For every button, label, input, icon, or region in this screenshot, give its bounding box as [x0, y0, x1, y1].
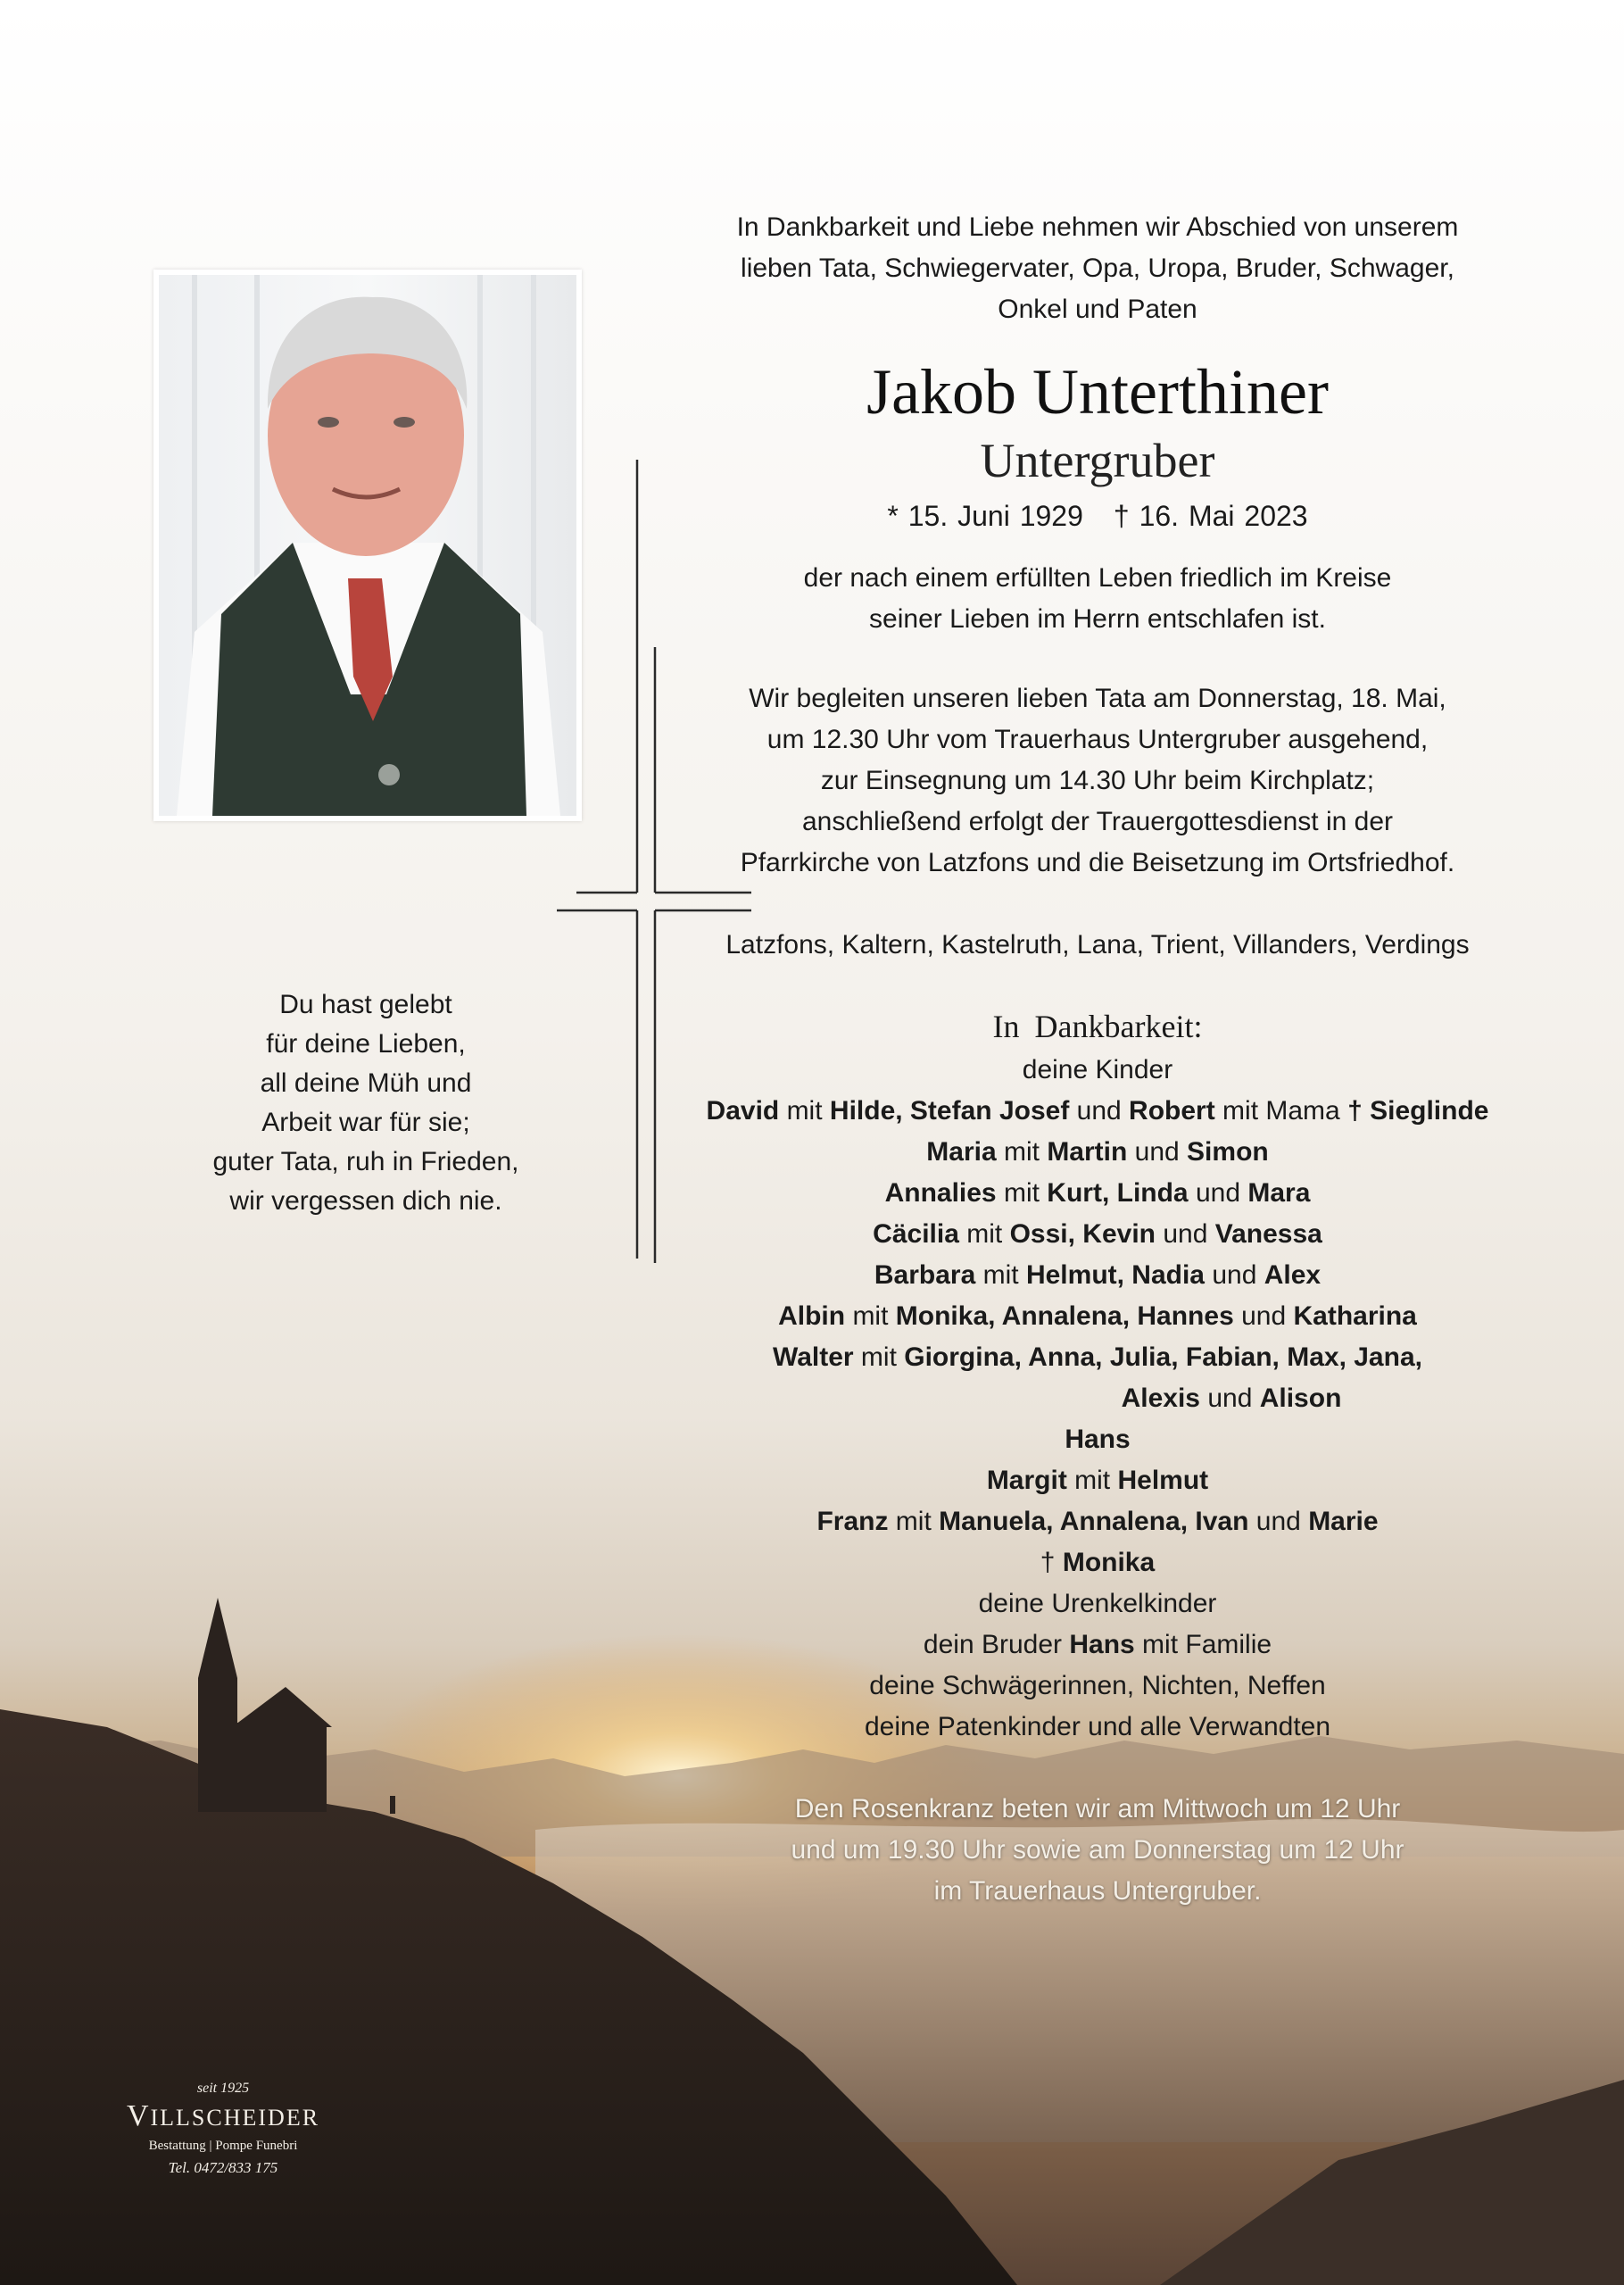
death-date: † 16. Mai 2023	[1113, 500, 1308, 532]
family-name: Simon	[1187, 1137, 1269, 1167]
family-text: mit Familie	[1134, 1630, 1272, 1659]
family-name: Helmut	[1117, 1466, 1209, 1495]
family-name: Martin	[1047, 1137, 1128, 1167]
family-name: Alex	[1264, 1260, 1322, 1290]
family-name: Annalies	[884, 1178, 997, 1208]
family-text: deine Schwägerinnen, Nichten, Neffen	[869, 1671, 1326, 1700]
funeral-line: zur Einsegnung um 14.30 Uhr beim Kirchplatz;	[820, 766, 1375, 795]
family-line	[678, 1666, 1517, 1707]
family-name: Margit	[986, 1466, 1067, 1495]
family-line	[678, 1707, 1517, 1748]
thanks-heading: In Dankbarkeit:	[992, 1009, 1203, 1044]
family-name: Monika	[1062, 1548, 1156, 1577]
family-text: und	[1127, 1137, 1188, 1167]
logo-name: VILLSCHEIDER	[126, 2099, 320, 2132]
family-text: und	[1188, 1178, 1248, 1208]
funeral-text	[678, 678, 1517, 884]
family-name: Helmut, Nadia	[1025, 1260, 1205, 1290]
birth-date: * 15. Juni 1929	[887, 500, 1083, 532]
family-name: Hans	[1069, 1630, 1135, 1659]
family-line	[678, 1501, 1517, 1542]
poem	[187, 985, 544, 1221]
family-line	[678, 1337, 1517, 1378]
family-name: Monika, Annalena, Hannes	[895, 1301, 1234, 1331]
family-name: Cäcilia	[873, 1219, 959, 1249]
logo-subtitle: Bestattung | Pompe Funebri	[148, 2139, 298, 2153]
family-text: mit	[853, 1342, 905, 1372]
family-line	[678, 1460, 1517, 1501]
family-line	[678, 1624, 1517, 1666]
family-name: Hans	[1065, 1425, 1131, 1454]
family-name: Kurt, Linda	[1047, 1178, 1189, 1208]
family-line	[678, 1542, 1517, 1583]
deceased-house-name: Untergruber	[980, 434, 1215, 487]
rosary-line: und um 19.30 Uhr sowie am Donnerstag um 12 Uhr	[791, 1835, 1404, 1865]
family-text: und	[1199, 1383, 1260, 1413]
poem-line: Du hast gelebt	[279, 990, 452, 1019]
family-name: Katharina	[1293, 1301, 1417, 1331]
life-dates	[678, 496, 1517, 536]
family-text: und	[1205, 1260, 1264, 1290]
intro-line: In Dankbarkeit und Liebe nehmen wir Abschied von unserem	[736, 212, 1459, 242]
funeral-line: um 12.30 Uhr vom Trauerhaus Untergruber ausgehend,	[766, 725, 1429, 754]
rosary-line: im Trauerhaus Untergruber.	[933, 1876, 1262, 1906]
family-name: David	[706, 1096, 780, 1126]
family-line	[678, 1296, 1517, 1337]
rosary-line: Den Rosenkranz beten wir am Mittwoch um 12 Uhr	[794, 1794, 1401, 1824]
family-line	[678, 1173, 1517, 1214]
poem-line: wir vergessen dich nie.	[229, 1186, 502, 1216]
family-text: mit	[845, 1301, 896, 1331]
family-text: mit	[975, 1260, 1026, 1290]
poem-line: Arbeit war für sie;	[261, 1108, 470, 1137]
family-line	[678, 1419, 1517, 1460]
family-text: und	[1248, 1507, 1309, 1536]
portrait-photo	[153, 270, 582, 821]
family-name: Marie	[1308, 1507, 1379, 1536]
poem-line: für deine Lieben,	[266, 1029, 466, 1059]
family-text: deine Kinder	[1022, 1055, 1173, 1084]
family-line	[678, 1255, 1517, 1296]
family-line	[678, 1583, 1517, 1624]
family-line	[678, 1378, 1517, 1419]
family-line	[678, 1050, 1517, 1091]
family-list	[678, 1050, 1517, 1748]
family-text: mit	[958, 1219, 1010, 1249]
family-text: dein Bruder	[923, 1630, 1070, 1659]
family-name: Maria	[926, 1137, 997, 1167]
poem-line: all deine Müh und	[260, 1068, 472, 1098]
places-list: Latzfons, Kaltern, Kastelruth, Lana, Trient, Villanders, Verdings	[725, 930, 1470, 960]
funeral-line: Pfarrkirche von Latzfons und die Beisetzung im Ortsfriedhof.	[740, 848, 1455, 877]
family-line	[678, 1132, 1517, 1173]
family-name: Vanessa	[1214, 1219, 1322, 1249]
intro-text	[678, 207, 1517, 330]
intro-line: lieben Tata, Schwiegervater, Opa, Uropa, Bruder, Schwager,	[741, 253, 1454, 283]
family-name: Hilde, Stefan Josef	[829, 1096, 1070, 1126]
family-name: Giorgina, Anna, Julia, Fabian, Max, Jana,	[904, 1342, 1422, 1372]
family-text: und	[1069, 1096, 1130, 1126]
logo-since: seit 1925	[196, 2081, 250, 2096]
deceased-name: Jakob Unterthiner	[866, 356, 1329, 428]
passing-line: der nach einem erfüllten Leben friedlich im Kreise	[803, 563, 1392, 593]
rosary-text	[678, 1789, 1517, 1912]
family-text: mit	[996, 1137, 1048, 1167]
family-name: Manuela, Annalena, Ivan	[939, 1507, 1249, 1536]
family-text: mit	[888, 1507, 940, 1536]
family-name: Robert	[1129, 1096, 1215, 1126]
intro-line: Onkel und Paten	[998, 295, 1197, 324]
family-name: Alison	[1259, 1383, 1342, 1413]
family-name: Walter	[773, 1342, 854, 1372]
family-name: † Sieglinde	[1347, 1096, 1489, 1126]
funeral-home-logo	[107, 2080, 339, 2181]
family-name: Mara	[1247, 1178, 1311, 1208]
family-text: deine Urenkelkinder	[978, 1589, 1217, 1618]
family-text: mit Mama	[1214, 1096, 1348, 1126]
family-text: mit	[996, 1178, 1048, 1208]
family-name: Albin	[778, 1301, 846, 1331]
funeral-line: Wir begleiten unseren lieben Tata am Donnerstag, 18. Mai,	[749, 684, 1446, 713]
family-name: Alexis	[1121, 1383, 1200, 1413]
family-text: mit	[779, 1096, 830, 1126]
passing-text	[678, 558, 1517, 640]
family-name: Franz	[816, 1507, 889, 1536]
passing-line: seiner Lieben im Herrn entschlafen ist.	[869, 604, 1326, 634]
family-text: deine Patenkinder und alle Verwandten	[864, 1712, 1331, 1741]
family-text: und	[1233, 1301, 1294, 1331]
family-text: mit	[1066, 1466, 1118, 1495]
funeral-line: anschließend erfolgt der Trauergottesdienst in der	[801, 807, 1394, 836]
family-text: und	[1155, 1219, 1215, 1249]
family-name: Ossi, Kevin	[1009, 1219, 1156, 1249]
family-line	[678, 1214, 1517, 1255]
family-name: Barbara	[874, 1260, 976, 1290]
logo-phone: Tel. 0472/833 175	[168, 2159, 278, 2176]
poem-line: guter Tata, ruh in Frieden,	[212, 1147, 519, 1176]
family-text: †	[1040, 1548, 1063, 1577]
family-line	[678, 1091, 1517, 1132]
